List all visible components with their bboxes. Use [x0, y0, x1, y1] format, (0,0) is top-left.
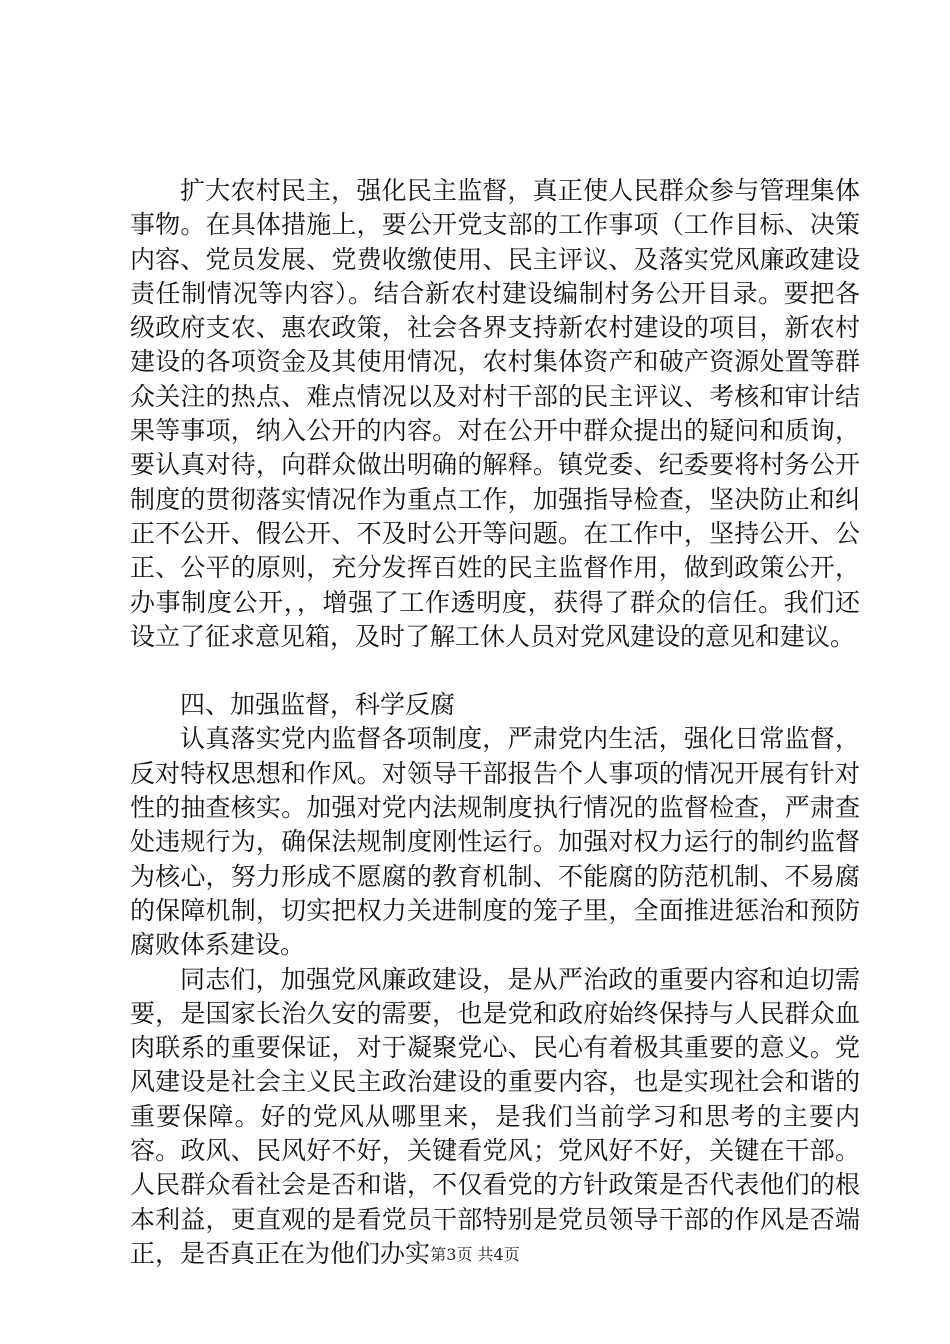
section-heading: 四、加强监督，科学反腐 [180, 690, 456, 720]
page-number-footer: 第3页 共4页 [430, 1245, 520, 1264]
paragraph-village-affairs: 扩大农村民主，强化民主监督，真正使人民群众参与管理集体事物。在具体措施上，要公开党支部的工作事项（工作目标、决策内容、党员发展、党费收缴使用、民主评议、及落实党风廉政建设责任制情况等内容）。结合新农村建设编制村务公开目录。要把各级政府支农、惠农政策，社会各界支持新农村建设的项目，新农村建设的各项资金及其使用情况，农村集体资产和破产资源处置等群众关注的热点、难点情况以及对村干部的民主评议、考核和审计结果等事项，纳入公开的内容。对在公开中群众提出的疑问和质询，要认真对待，向群众做出明确的解释。镇党委、纪委要将村务公开制度的贯彻落实情况作为重点工作，加强指导检查，坚决防止和纠正不公开、假公开、不及时公开等问题。在工作中，坚持公开、公正、公平的原则，充分发挥百姓的民主监督作用，做到政策公开，办事制度公开，，增强了工作透明度，获得了群众的信任。我们还设立了征求意见箱，及时了解工休人员对党风建设的意见和建议。 [130, 176, 860, 651]
paragraph-supervision: 认真落实党内监督各项制度，严肃党内生活，强化日常监督，反对特权思想和作风。对领导干部报告个人事项的情况开展有针对性的抽查核实。加强对党内法规制度执行情况的监督检查，严肃查处违规行为，确保法规制度刚性运行。加强对权力运行的制约监督为核心，努力形成不愿腐的教育机制、不能腐的防范机制、不易腐的保障机制，切实把权力关进制度的笼子里，全面推进惩治和预防腐败体系建设。 [130, 724, 860, 960]
paragraph-conclusion: 同志们，加强党风廉政建设，是从严治政的重要内容和迫切需要，是国家长治久安的需要，也是党和政府始终保持与人民群众血肉联系的重要保证，对于凝聚党心、民心有着极其重要的意义。党风建设是社会主义民主政治建设的重要内容，也是实现社会和谐的重要保障。好的党风从哪里来，是我们当前学习和思考的主要内容。政风、民风好不好，关键看党风；党风好不好，关键在干部。人民群众看社会是否和谐，不仅看党的方针政策是否代表他们的根本利益，更直观的是看党员干部特别是党员领导干部的作风是否端正，是否真正在为他们办实 [130, 964, 860, 1268]
document-body [130, 174, 860, 1271]
